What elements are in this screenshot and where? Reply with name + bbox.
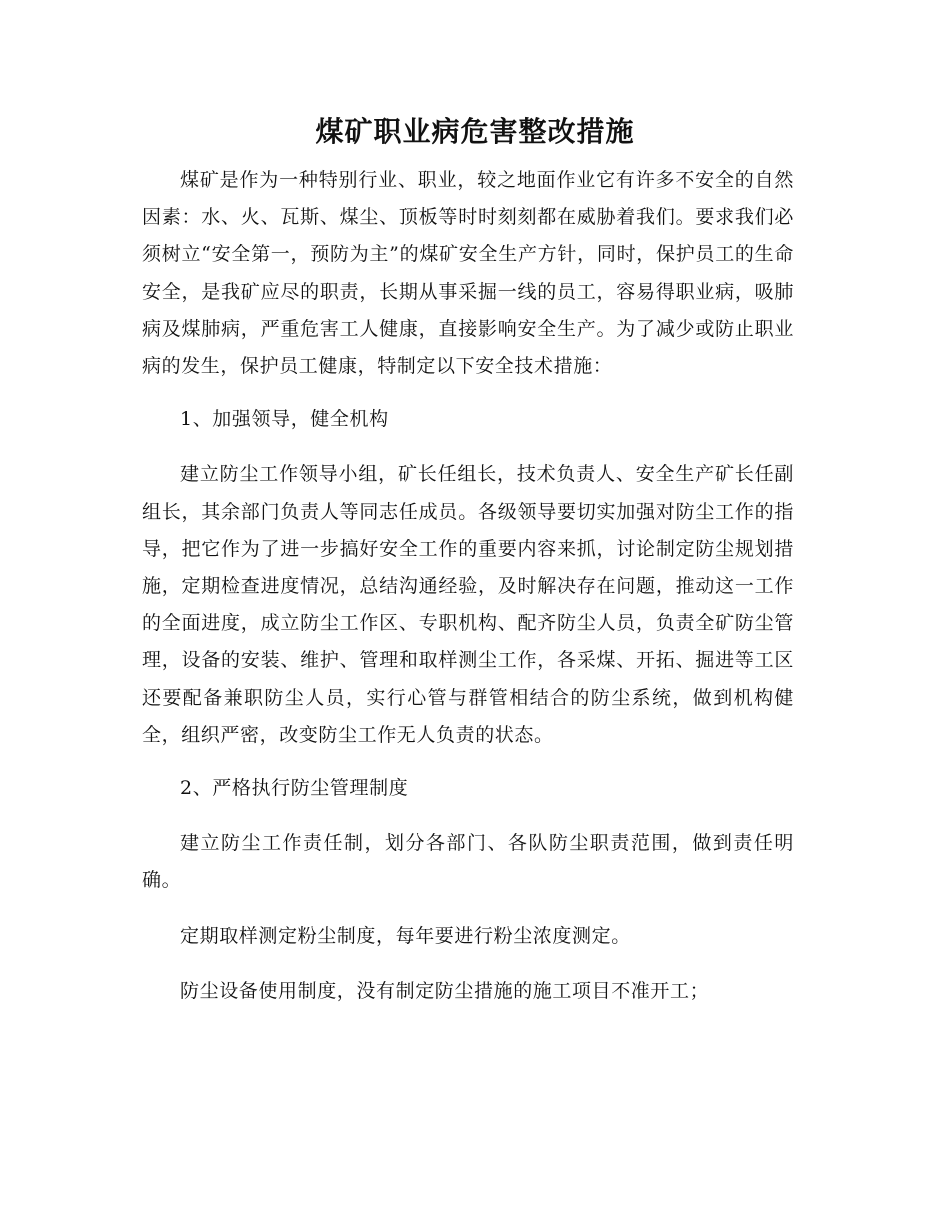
section-2-paragraph-2: 定期取样测定粉尘制度，每年要进行粉尘浓度测定。 (180, 924, 631, 947)
section-2-paragraph-1: 建立防尘工作责任制，划分各部门、各队防尘职责范围，做到责任明确。 (142, 832, 794, 892)
document-body (142, 162, 794, 1010)
section-2-paragraph-3: 防尘设备使用制度，没有制定防尘措施的施工项目不准开工； (180, 979, 710, 1002)
intro-paragraph: 煤矿是作为一种特别行业、职业，较之地面作业它有许多不安全的自然因素：水、火、瓦斯、煤尘、顶板等时时刻刻都在威胁着我们。要求我们必须树立“安全第一，预防为主”的煤矿安全生产方针，同时，保护员工的生命安全，是我矿应尽的职责，长期从事采掘一线的员工，容易得职业病，吸肺病及煤肺病，严重危害工人健康，直接影响安全生产。为了减少或防止职业病的发生，保护员工健康，特制定以下安全技术措施： (142, 169, 794, 378)
document-title: 煤矿职业病危害整改措施 (315, 115, 635, 148)
section-heading-1: 1、加强领导，健全机构 (180, 408, 389, 431)
section-1-paragraph: 建立防尘工作领导小组，矿长任组长，技术负责人、安全生产矿长任副组长，其余部门负责人等同志任成员。各级领导要切实加强对防尘工作的指导，把它作为了进一步搞好安全工作的重要内容来抓，讨论制定防尘规划措施，定期检查进度情况，总结沟通经验，及时解决存在问题，推动这一工作的全面进度，成立防尘工作区、专职机构、配齐防尘人员，负责全矿防尘管理，设备的安装、维护、管理和取样测尘工作，各采煤、开拓、掘进等工区还要配备兼职防尘人员，实行心管与群管相结合的防尘系统，做到机构健全，组织严密，改变防尘工作无人负责的状态。 (142, 463, 794, 746)
section-heading-2: 2、严格执行防尘管理制度 (180, 777, 409, 800)
